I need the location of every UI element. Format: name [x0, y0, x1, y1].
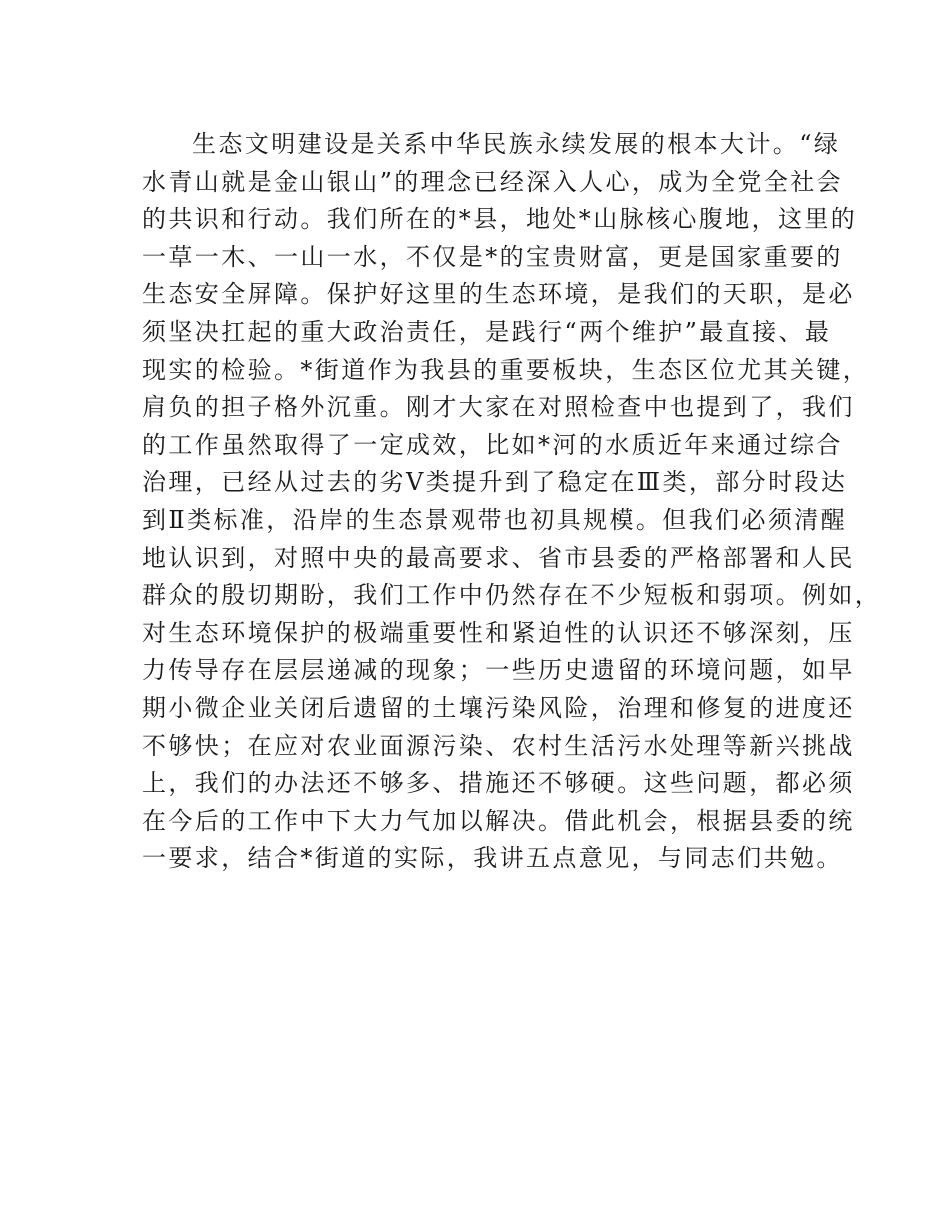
- paragraph-line: 上，我们的办法还不够多、措施还不够硬。这些问题，都必须: [142, 769, 855, 798]
- paragraph-line: 地认识到，对照中央的最高要求、省市县委的严格部署和人民: [142, 543, 855, 572]
- body-paragraph: [142, 126, 882, 878]
- paragraph-line: 须坚决扛起的重大政治责任，是践行“两个维护”最直接、最: [142, 317, 832, 346]
- paragraph-line: 生态安全屏障。保护好这里的生态环境，是我们的天职，是必: [142, 280, 855, 309]
- paragraph-line: 治理，已经从过去的劣Ⅴ类提升到了稳定在Ⅲ类，部分时段达: [142, 468, 848, 497]
- paragraph-line: 群众的殷切期盼，我们工作中仍然存在不少短板和弱项。例如，: [142, 581, 882, 610]
- paragraph-line: 一要求，结合*街道的实际，我讲五点意见，与同志们共勉。: [142, 844, 843, 873]
- paragraph-line: 生态文明建设是关系中华民族永续发展的根本大计。“绿: [192, 130, 841, 158]
- paragraph-line: 期小微企业关闭后遗留的土壤污染风险，治理和修复的进度还: [142, 693, 855, 722]
- paragraph-line: 力传导存在层层递减的现象；一些历史遗留的环境问题，如早: [142, 656, 855, 685]
- paragraph-line: 的工作虽然取得了一定成效，比如*河的水质近年来通过综合: [142, 430, 843, 459]
- paragraph-line: 水青山就是金山银山”的理念已经深入人心，成为全党全社会: [142, 167, 844, 196]
- paragraph-line: 在今后的工作中下大力气加以解决。借此机会，根据县委的统: [142, 806, 855, 835]
- paragraph-line: 对生态环境保护的极端重要性和紧迫性的认识还不够深刻，压: [142, 618, 855, 647]
- paragraph-line: 现实的检验。*街道作为我县的重要板块，生态区位尤其关键，: [142, 355, 870, 384]
- paragraph-line: 肩负的担子格外沉重。刚才大家在对照检查中也提到了，我们: [142, 393, 855, 422]
- paragraph-line: 不够快；在应对农业面源污染、农村生活污水处理等新兴挑战: [142, 731, 855, 760]
- paragraph-line: 到Ⅱ类标准，沿岸的生态景观带也初具规模。但我们必须清醒: [142, 505, 848, 534]
- paragraph-line: 的共识和行动。我们所在的*县，地处*山脉核心腹地，这里的: [142, 205, 858, 234]
- paragraph-line: 一草一木、一山一水，不仅是*的宝贵财富，更是国家重要的: [142, 242, 843, 271]
